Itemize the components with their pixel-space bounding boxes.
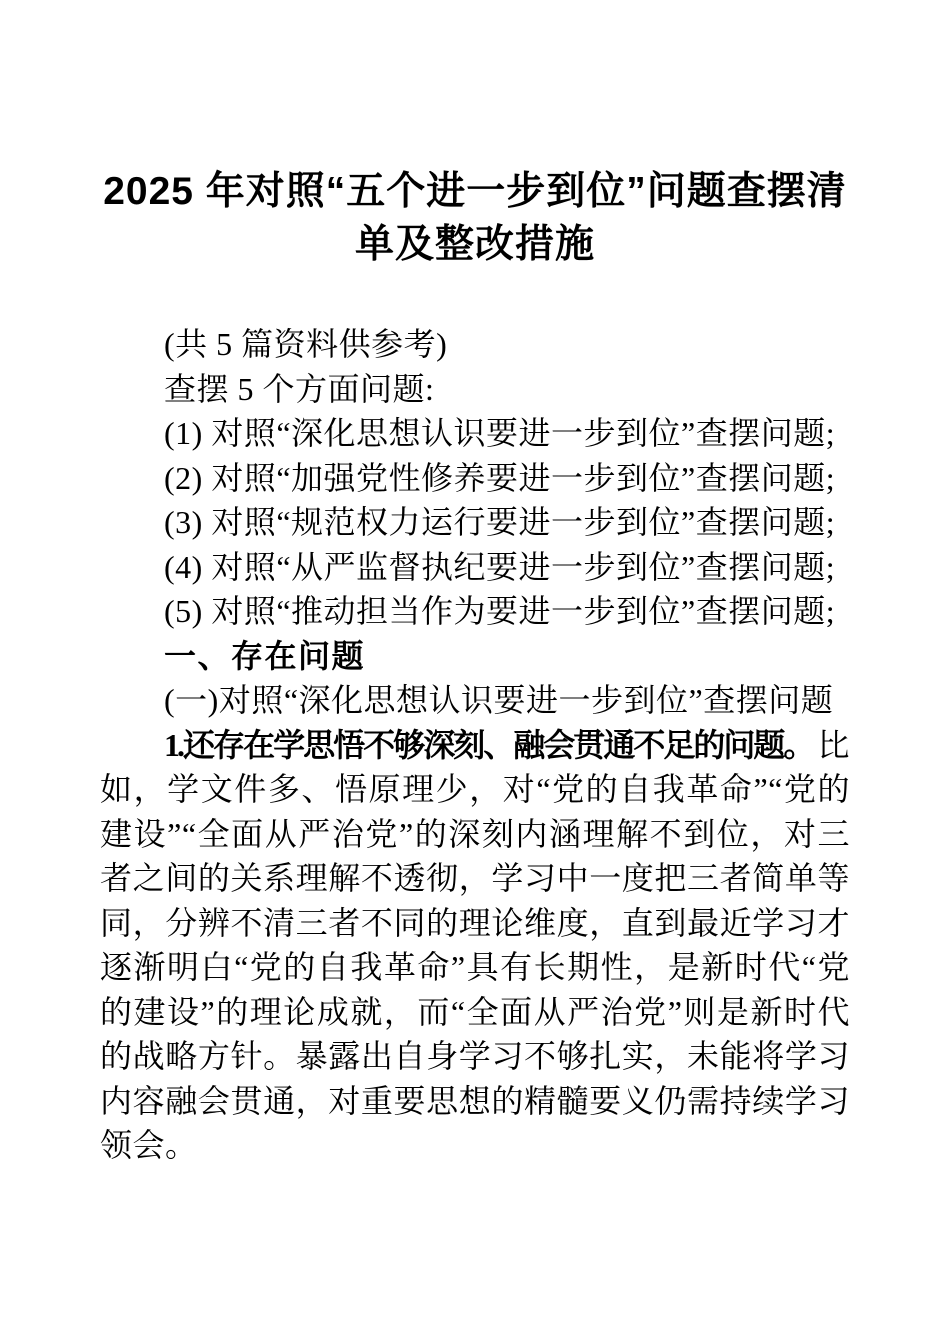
section-heading: 一、存在问题 (164, 637, 366, 674)
reference-note: (共 5 篇资料供参考) (164, 326, 448, 362)
document-title: 2025 年对照“五个进一步到位”问题查摆清单及整改措施 (103, 170, 847, 266)
issue-list-item-3: (3) 对照“规范权力运行要进一步到位”查摆问题; (164, 504, 836, 540)
overview-line: 查摆 5 个方面问题: (164, 370, 435, 407)
problem-paragraph-lead: 1.还存在学思悟不够深刻、融会贯通不足的问题。 (164, 726, 814, 763)
problem-paragraph (100, 723, 850, 1168)
issue-list-item-1: (1) 对照“深化思想认识要进一步到位”查摆问题; (164, 415, 836, 451)
issue-list-item-5: (5) 对照“推动担当作为要进一步到位”查摆问题; (164, 593, 836, 629)
issue-list-item-2: (2) 对照“加强党性修养要进一步到位”查摆问题; (164, 459, 836, 496)
problem-paragraph-text: 比如，学文件多、悟原理少，对“党的自我革命”“党的建设”“全面从严治党”的深刻内涵理解不到位，对三者之间的关系理解不透彻，学习中一度把三者简单等同，分辨不清三者不同的理论维度，直到最近学习才逐渐明白“党的自我革命”具有长期性，是新时代“党的建设”的理论成就，而“全面从严治党”则是新时代的战略方针。暴露出自身学习不够扎实，未能将学习内容融会贯通，对重要思想的精髓要义仍需持续学习领会。 (100, 726, 850, 1163)
document-body (100, 322, 850, 1168)
section-subheading: (一)对照“深化思想认识要进一步到位”查摆问题 (164, 682, 834, 718)
issue-list-item-4: (4) 对照“从严监督执纪要进一步到位”查摆问题; (164, 548, 836, 585)
